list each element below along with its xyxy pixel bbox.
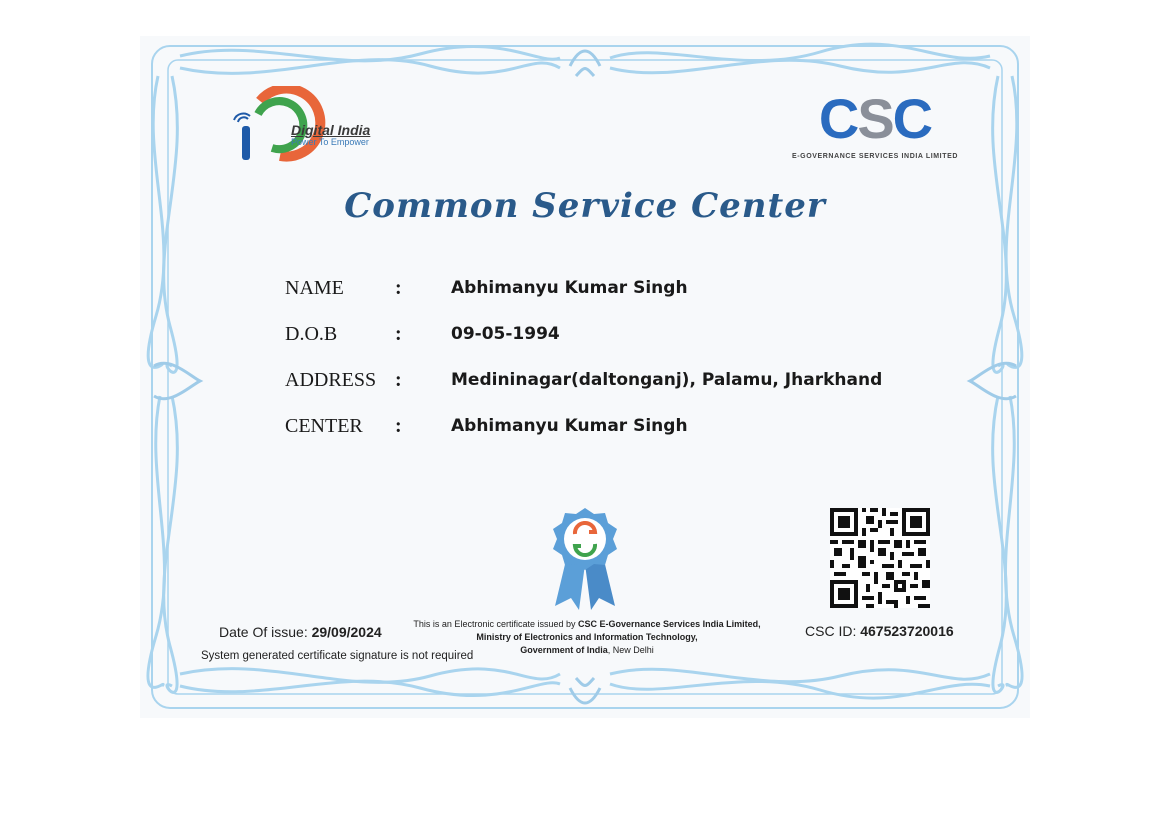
csc-id-label: CSC ID: [805,623,857,639]
field-value: Abhimanyu Kumar Singh [451,278,688,298]
issuer-line1-prefix: This is an Electronic certificate issued by [413,619,576,629]
qr-code [830,508,930,608]
csc-id-value: 467523720016 [860,623,954,639]
csc-id [805,623,954,639]
award-ribbon-badge [545,506,625,611]
issuer-line3-rest: , New Delhi [607,645,654,655]
digital-india-text [291,122,370,147]
field-label: NAME [285,277,344,299]
digital-india-tagline: Power To Empower [291,137,369,147]
signature-note: System generated certificate signature is not required [201,650,474,662]
csc-letter-c2: C [892,87,932,150]
field-value: Abhimanyu Kumar Singh [451,416,688,436]
issuer-line2: Ministry of Electronics and Information Technology, [476,632,698,642]
issuer-line3-gov: Government of India [520,645,608,655]
date-of-issue-label: Date Of issue: [219,624,308,640]
field-separator: : [395,323,402,345]
csc-subtitle: E-GOVERNANCE SERVICES INDIA LIMITED [791,153,959,160]
date-of-issue [219,624,382,640]
field-label: ADDRESS [285,369,377,391]
issuer-statement [402,618,772,657]
field-separator: : [395,415,402,437]
field-label: D.O.B [285,323,338,345]
field-label: CENTER [285,415,363,437]
digital-india-title: Digital India [291,122,371,138]
issuer-line1-org: CSC E-Governance Services India Limited, [578,619,761,629]
certificate-title: Common Service Center [344,186,826,226]
csc-letter-s: S [857,87,893,150]
field-value: Medininagar(daltonganj), Palamu, Jharkhand [451,370,883,390]
field-separator: : [395,369,402,391]
field-separator: : [395,277,402,299]
certificate [140,36,1030,718]
date-of-issue-value: 29/09/2024 [311,624,382,640]
csc-letter-c1: C [818,87,858,150]
field-value: 09-05-1994 [451,324,560,344]
csc-logo [780,87,970,166]
